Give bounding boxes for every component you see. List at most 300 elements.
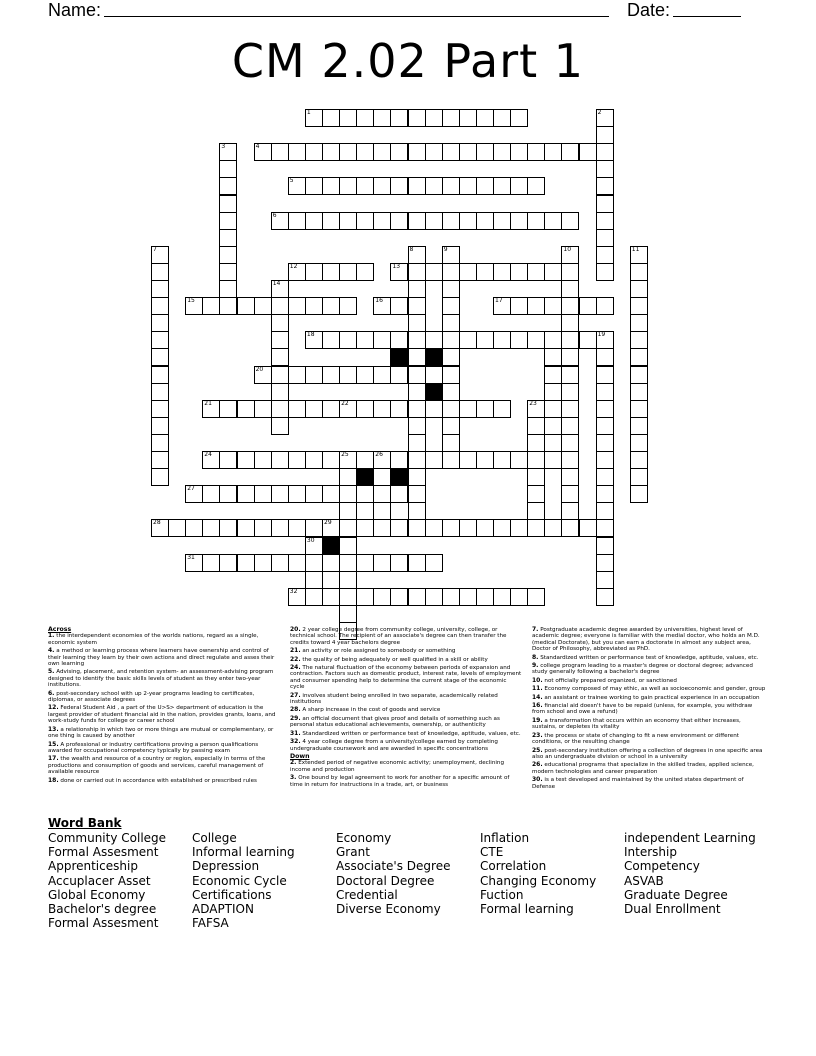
crossword-cell[interactable]	[408, 502, 426, 520]
crossword-cell[interactable]	[237, 554, 255, 572]
crossword-cell[interactable]	[151, 434, 169, 452]
crossword-cell[interactable]	[339, 605, 357, 623]
crossword-cell[interactable]	[390, 588, 408, 606]
crossword-cell[interactable]	[493, 109, 511, 127]
crossword-cell[interactable]	[288, 588, 306, 606]
crossword-cell[interactable]	[151, 263, 169, 281]
crossword-cell[interactable]	[579, 519, 597, 537]
crossword-cell[interactable]	[442, 348, 460, 366]
crossword-cell[interactable]	[202, 297, 220, 315]
crossword-cell[interactable]	[271, 348, 289, 366]
crossword-cell[interactable]	[237, 400, 255, 418]
crossword-cell[interactable]	[237, 451, 255, 469]
crossword-cell[interactable]	[596, 212, 614, 230]
crossword-cell[interactable]	[561, 468, 579, 486]
crossword-cell[interactable]	[459, 263, 477, 281]
crossword-cell[interactable]	[322, 588, 340, 606]
crossword-cell[interactable]	[408, 331, 426, 349]
crossword-cell[interactable]	[596, 400, 614, 418]
crossword-cell[interactable]	[425, 366, 443, 384]
crossword-cell[interactable]	[322, 554, 340, 572]
crossword-cell[interactable]	[271, 212, 289, 230]
crossword-cell[interactable]	[630, 280, 648, 298]
crossword-cell[interactable]	[630, 297, 648, 315]
crossword-cell[interactable]	[339, 400, 357, 418]
crossword-cell[interactable]	[151, 280, 169, 298]
crossword-cell[interactable]	[322, 297, 340, 315]
crossword-cell[interactable]	[202, 554, 220, 572]
crossword-cell[interactable]	[596, 519, 614, 537]
crossword-cell[interactable]	[561, 263, 579, 281]
crossword-cell[interactable]	[425, 451, 443, 469]
crossword-cell[interactable]	[527, 485, 545, 503]
crossword-cell[interactable]	[459, 212, 477, 230]
crossword-cell[interactable]	[459, 331, 477, 349]
crossword-cell[interactable]	[288, 143, 306, 161]
crossword-cell[interactable]	[408, 314, 426, 332]
crossword-cell[interactable]	[544, 383, 562, 401]
crossword-cell[interactable]	[459, 109, 477, 127]
crossword-cell[interactable]	[151, 451, 169, 469]
crossword-cell[interactable]	[339, 519, 357, 537]
crossword-cell[interactable]	[408, 400, 426, 418]
crossword-cell[interactable]	[510, 331, 528, 349]
crossword-cell[interactable]	[356, 177, 374, 195]
crossword-cell[interactable]	[151, 417, 169, 435]
crossword-cell[interactable]	[596, 588, 614, 606]
crossword-cell[interactable]	[373, 400, 391, 418]
crossword-cell[interactable]	[527, 519, 545, 537]
crossword-cell[interactable]	[322, 331, 340, 349]
crossword-cell[interactable]	[493, 263, 511, 281]
crossword-cell[interactable]	[373, 519, 391, 537]
crossword-cell[interactable]	[322, 519, 340, 537]
crossword-cell[interactable]	[219, 280, 237, 298]
crossword-cell[interactable]	[390, 212, 408, 230]
crossword-cell[interactable]	[596, 417, 614, 435]
crossword-cell[interactable]	[527, 468, 545, 486]
crossword-cell[interactable]	[356, 485, 374, 503]
crossword-cell[interactable]	[442, 451, 460, 469]
crossword-cell[interactable]	[596, 229, 614, 247]
crossword-cell[interactable]	[151, 314, 169, 332]
crossword-cell[interactable]	[442, 246, 460, 264]
crossword-cell[interactable]	[390, 297, 408, 315]
crossword-cell[interactable]	[561, 246, 579, 264]
crossword-cell[interactable]	[254, 485, 272, 503]
crossword-cell[interactable]	[408, 554, 426, 572]
crossword-cell[interactable]	[373, 212, 391, 230]
crossword-cell[interactable]	[219, 195, 237, 213]
crossword-cell[interactable]	[373, 451, 391, 469]
crossword-cell[interactable]	[425, 588, 443, 606]
crossword-cell[interactable]	[527, 297, 545, 315]
crossword-cell[interactable]	[442, 280, 460, 298]
crossword-cell[interactable]	[561, 143, 579, 161]
crossword-cell[interactable]	[390, 263, 408, 281]
crossword-cell[interactable]	[390, 554, 408, 572]
crossword-cell[interactable]	[305, 571, 323, 589]
crossword-cell[interactable]	[442, 588, 460, 606]
crossword-cell[interactable]	[288, 212, 306, 230]
crossword-cell[interactable]	[442, 263, 460, 281]
crossword-cell[interactable]	[527, 331, 545, 349]
crossword-cell[interactable]	[254, 451, 272, 469]
crossword-cell[interactable]	[510, 519, 528, 537]
crossword-cell[interactable]	[373, 468, 391, 486]
crossword-cell[interactable]	[322, 400, 340, 418]
crossword-cell[interactable]	[271, 400, 289, 418]
crossword-cell[interactable]	[476, 143, 494, 161]
crossword-cell[interactable]	[561, 400, 579, 418]
crossword-cell[interactable]	[596, 537, 614, 555]
crossword-cell[interactable]	[305, 143, 323, 161]
crossword-cell[interactable]	[408, 417, 426, 435]
crossword-cell[interactable]	[527, 400, 545, 418]
crossword-cell[interactable]	[630, 417, 648, 435]
crossword-cell[interactable]	[288, 366, 306, 384]
crossword-cell[interactable]	[596, 126, 614, 144]
crossword-cell[interactable]	[219, 229, 237, 247]
crossword-cell[interactable]	[493, 297, 511, 315]
crossword-cell[interactable]	[596, 571, 614, 589]
crossword-cell[interactable]	[459, 143, 477, 161]
crossword-cell[interactable]	[544, 434, 562, 452]
crossword-cell[interactable]	[373, 554, 391, 572]
crossword-cell[interactable]	[442, 212, 460, 230]
crossword-cell[interactable]	[425, 263, 443, 281]
crossword-cell[interactable]	[339, 143, 357, 161]
crossword-cell[interactable]	[305, 485, 323, 503]
crossword-cell[interactable]	[630, 400, 648, 418]
crossword-cell[interactable]	[459, 177, 477, 195]
crossword-cell[interactable]	[493, 177, 511, 195]
crossword-cell[interactable]	[356, 143, 374, 161]
crossword-cell[interactable]	[219, 143, 237, 161]
crossword-cell[interactable]	[579, 297, 597, 315]
crossword-cell[interactable]	[544, 263, 562, 281]
crossword-cell[interactable]	[596, 502, 614, 520]
crossword-cell[interactable]	[544, 331, 562, 349]
crossword-cell[interactable]	[339, 331, 357, 349]
crossword-cell[interactable]	[185, 485, 203, 503]
crossword-cell[interactable]	[476, 212, 494, 230]
crossword-cell[interactable]	[527, 417, 545, 435]
crossword-cell[interactable]	[305, 331, 323, 349]
crossword-cell[interactable]	[254, 297, 272, 315]
crossword-cell[interactable]	[322, 451, 340, 469]
crossword-cell[interactable]	[442, 297, 460, 315]
crossword-cell[interactable]	[390, 331, 408, 349]
crossword-cell[interactable]	[544, 143, 562, 161]
crossword-cell[interactable]	[271, 554, 289, 572]
crossword-cell[interactable]	[408, 451, 426, 469]
crossword-cell[interactable]	[561, 519, 579, 537]
crossword-cell[interactable]	[630, 434, 648, 452]
crossword-cell[interactable]	[237, 485, 255, 503]
crossword-cell[interactable]	[219, 451, 237, 469]
crossword-cell[interactable]	[510, 588, 528, 606]
crossword-cell[interactable]	[390, 451, 408, 469]
crossword-cell[interactable]	[271, 366, 289, 384]
crossword-cell[interactable]	[408, 519, 426, 537]
crossword-cell[interactable]	[322, 485, 340, 503]
crossword-cell[interactable]	[339, 212, 357, 230]
crossword-cell[interactable]	[596, 383, 614, 401]
crossword-cell[interactable]	[305, 400, 323, 418]
crossword-cell[interactable]	[151, 519, 169, 537]
crossword-cell[interactable]	[561, 451, 579, 469]
crossword-cell[interactable]	[339, 571, 357, 589]
crossword-cell[interactable]	[237, 297, 255, 315]
crossword-cell[interactable]	[339, 537, 357, 555]
crossword-cell[interactable]	[271, 314, 289, 332]
crossword-cell[interactable]	[510, 451, 528, 469]
crossword-cell[interactable]	[288, 177, 306, 195]
crossword-cell[interactable]	[254, 519, 272, 537]
crossword-cell[interactable]	[219, 485, 237, 503]
crossword-cell[interactable]	[202, 485, 220, 503]
crossword-cell[interactable]	[339, 297, 357, 315]
crossword-cell[interactable]	[151, 468, 169, 486]
crossword-cell[interactable]	[288, 263, 306, 281]
crossword-cell[interactable]	[459, 588, 477, 606]
crossword-cell[interactable]	[476, 177, 494, 195]
crossword-cell[interactable]	[408, 177, 426, 195]
crossword-cell[interactable]	[408, 468, 426, 486]
crossword-cell[interactable]	[596, 348, 614, 366]
crossword-cell[interactable]	[219, 212, 237, 230]
crossword-cell[interactable]	[185, 519, 203, 537]
crossword-cell[interactable]	[390, 485, 408, 503]
crossword-cell[interactable]	[322, 143, 340, 161]
crossword-cell[interactable]	[339, 177, 357, 195]
crossword-cell[interactable]	[561, 485, 579, 503]
crossword-cell[interactable]	[339, 451, 357, 469]
crossword-cell[interactable]	[219, 263, 237, 281]
crossword-cell[interactable]	[408, 246, 426, 264]
crossword-cell[interactable]	[561, 331, 579, 349]
crossword-cell[interactable]	[493, 400, 511, 418]
crossword-cell[interactable]	[493, 588, 511, 606]
crossword-cell[interactable]	[561, 417, 579, 435]
crossword-cell[interactable]	[561, 502, 579, 520]
crossword-cell[interactable]	[510, 177, 528, 195]
crossword-cell[interactable]	[254, 554, 272, 572]
crossword-cell[interactable]	[425, 519, 443, 537]
crossword-cell[interactable]	[185, 554, 203, 572]
crossword-cell[interactable]	[596, 160, 614, 178]
crossword-cell[interactable]	[305, 451, 323, 469]
crossword-cell[interactable]	[596, 195, 614, 213]
crossword-cell[interactable]	[493, 519, 511, 537]
crossword-cell[interactable]	[596, 263, 614, 281]
crossword-cell[interactable]	[408, 297, 426, 315]
crossword-cell[interactable]	[561, 383, 579, 401]
crossword-cell[interactable]	[493, 451, 511, 469]
crossword-cell[interactable]	[510, 263, 528, 281]
crossword-cell[interactable]	[305, 366, 323, 384]
crossword-cell[interactable]	[630, 366, 648, 384]
crossword-cell[interactable]	[596, 485, 614, 503]
crossword-cell[interactable]	[271, 383, 289, 401]
crossword-cell[interactable]	[544, 212, 562, 230]
crossword-cell[interactable]	[596, 109, 614, 127]
crossword-cell[interactable]	[271, 485, 289, 503]
crossword-cell[interactable]	[408, 348, 426, 366]
crossword-cell[interactable]	[151, 383, 169, 401]
crossword-cell[interactable]	[442, 400, 460, 418]
crossword-cell[interactable]	[476, 400, 494, 418]
crossword-cell[interactable]	[442, 143, 460, 161]
crossword-cell[interactable]	[425, 554, 443, 572]
crossword-cell[interactable]	[561, 280, 579, 298]
crossword-cell[interactable]	[151, 366, 169, 384]
crossword-cell[interactable]	[476, 109, 494, 127]
crossword-cell[interactable]	[219, 160, 237, 178]
crossword-cell[interactable]	[425, 109, 443, 127]
crossword-cell[interactable]	[544, 519, 562, 537]
crossword-cell[interactable]	[288, 485, 306, 503]
crossword-cell[interactable]	[408, 263, 426, 281]
crossword-cell[interactable]	[373, 109, 391, 127]
crossword-cell[interactable]	[510, 297, 528, 315]
crossword-cell[interactable]	[442, 383, 460, 401]
crossword-cell[interactable]	[527, 177, 545, 195]
crossword-cell[interactable]	[356, 554, 374, 572]
crossword-cell[interactable]	[459, 400, 477, 418]
crossword-cell[interactable]	[373, 143, 391, 161]
crossword-cell[interactable]	[596, 246, 614, 264]
crossword-cell[interactable]	[219, 400, 237, 418]
crossword-cell[interactable]	[596, 434, 614, 452]
crossword-cell[interactable]	[322, 263, 340, 281]
crossword-cell[interactable]	[493, 143, 511, 161]
crossword-cell[interactable]	[630, 468, 648, 486]
crossword-cell[interactable]	[356, 400, 374, 418]
crossword-cell[interactable]	[544, 417, 562, 435]
crossword-cell[interactable]	[442, 366, 460, 384]
crossword-cell[interactable]	[408, 280, 426, 298]
crossword-cell[interactable]	[168, 519, 186, 537]
crossword-cell[interactable]	[322, 366, 340, 384]
crossword-cell[interactable]	[237, 519, 255, 537]
crossword-cell[interactable]	[254, 400, 272, 418]
crossword-cell[interactable]	[373, 331, 391, 349]
crossword-cell[interactable]	[373, 177, 391, 195]
crossword-cell[interactable]	[408, 383, 426, 401]
crossword-cell[interactable]	[425, 177, 443, 195]
crossword-cell[interactable]	[356, 451, 374, 469]
crossword-cell[interactable]	[356, 366, 374, 384]
crossword-cell[interactable]	[459, 451, 477, 469]
crossword-cell[interactable]	[185, 297, 203, 315]
crossword-cell[interactable]	[476, 331, 494, 349]
crossword-cell[interactable]	[254, 366, 272, 384]
crossword-cell[interactable]	[339, 366, 357, 384]
crossword-cell[interactable]	[408, 485, 426, 503]
crossword-cell[interactable]	[425, 212, 443, 230]
crossword-cell[interactable]	[219, 297, 237, 315]
crossword-cell[interactable]	[151, 331, 169, 349]
crossword-cell[interactable]	[561, 212, 579, 230]
crossword-cell[interactable]	[596, 331, 614, 349]
crossword-cell[interactable]	[596, 554, 614, 572]
crossword-cell[interactable]	[254, 143, 272, 161]
crossword-cell[interactable]	[151, 297, 169, 315]
crossword-cell[interactable]	[544, 297, 562, 315]
crossword-cell[interactable]	[630, 383, 648, 401]
crossword-cell[interactable]	[356, 263, 374, 281]
crossword-cell[interactable]	[527, 451, 545, 469]
crossword-cell[interactable]	[322, 177, 340, 195]
crossword-cell[interactable]	[151, 246, 169, 264]
crossword-cell[interactable]	[527, 143, 545, 161]
crossword-cell[interactable]	[596, 297, 614, 315]
crossword-cell[interactable]	[390, 143, 408, 161]
crossword-cell[interactable]	[202, 400, 220, 418]
crossword-cell[interactable]	[596, 177, 614, 195]
crossword-cell[interactable]	[305, 177, 323, 195]
crossword-cell[interactable]	[459, 519, 477, 537]
crossword-cell[interactable]	[630, 246, 648, 264]
crossword-cell[interactable]	[271, 451, 289, 469]
crossword-cell[interactable]	[356, 331, 374, 349]
crossword-cell[interactable]	[219, 519, 237, 537]
crossword-cell[interactable]	[561, 348, 579, 366]
crossword-cell[interactable]	[561, 366, 579, 384]
crossword-cell[interactable]	[271, 331, 289, 349]
crossword-cell[interactable]	[373, 366, 391, 384]
crossword-cell[interactable]	[151, 348, 169, 366]
crossword-cell[interactable]	[579, 331, 597, 349]
crossword-cell[interactable]	[442, 331, 460, 349]
crossword-cell[interactable]	[271, 297, 289, 315]
crossword-cell[interactable]	[630, 331, 648, 349]
crossword-cell[interactable]	[339, 109, 357, 127]
crossword-cell[interactable]	[442, 434, 460, 452]
crossword-cell[interactable]	[390, 366, 408, 384]
crossword-cell[interactable]	[425, 331, 443, 349]
crossword-cell[interactable]	[271, 280, 289, 298]
crossword-cell[interactable]	[288, 297, 306, 315]
crossword-cell[interactable]	[288, 451, 306, 469]
crossword-cell[interactable]	[339, 554, 357, 572]
crossword-cell[interactable]	[390, 400, 408, 418]
crossword-cell[interactable]	[390, 177, 408, 195]
crossword-cell[interactable]	[510, 143, 528, 161]
crossword-cell[interactable]	[305, 554, 323, 572]
crossword-cell[interactable]	[356, 212, 374, 230]
crossword-cell[interactable]	[288, 519, 306, 537]
crossword-cell[interactable]	[544, 451, 562, 469]
crossword-cell[interactable]	[408, 366, 426, 384]
crossword-cell[interactable]	[527, 588, 545, 606]
crossword-cell[interactable]	[390, 109, 408, 127]
crossword-cell[interactable]	[510, 212, 528, 230]
crossword-cell[interactable]	[596, 366, 614, 384]
crossword-cell[interactable]	[544, 400, 562, 418]
crossword-cell[interactable]	[561, 314, 579, 332]
crossword-cell[interactable]	[493, 331, 511, 349]
crossword-cell[interactable]	[219, 554, 237, 572]
crossword-cell[interactable]	[271, 519, 289, 537]
crossword-cell[interactable]	[339, 263, 357, 281]
crossword-cell[interactable]	[442, 417, 460, 435]
crossword-cell[interactable]	[408, 212, 426, 230]
crossword-cell[interactable]	[271, 417, 289, 435]
crossword-cell[interactable]	[408, 588, 426, 606]
